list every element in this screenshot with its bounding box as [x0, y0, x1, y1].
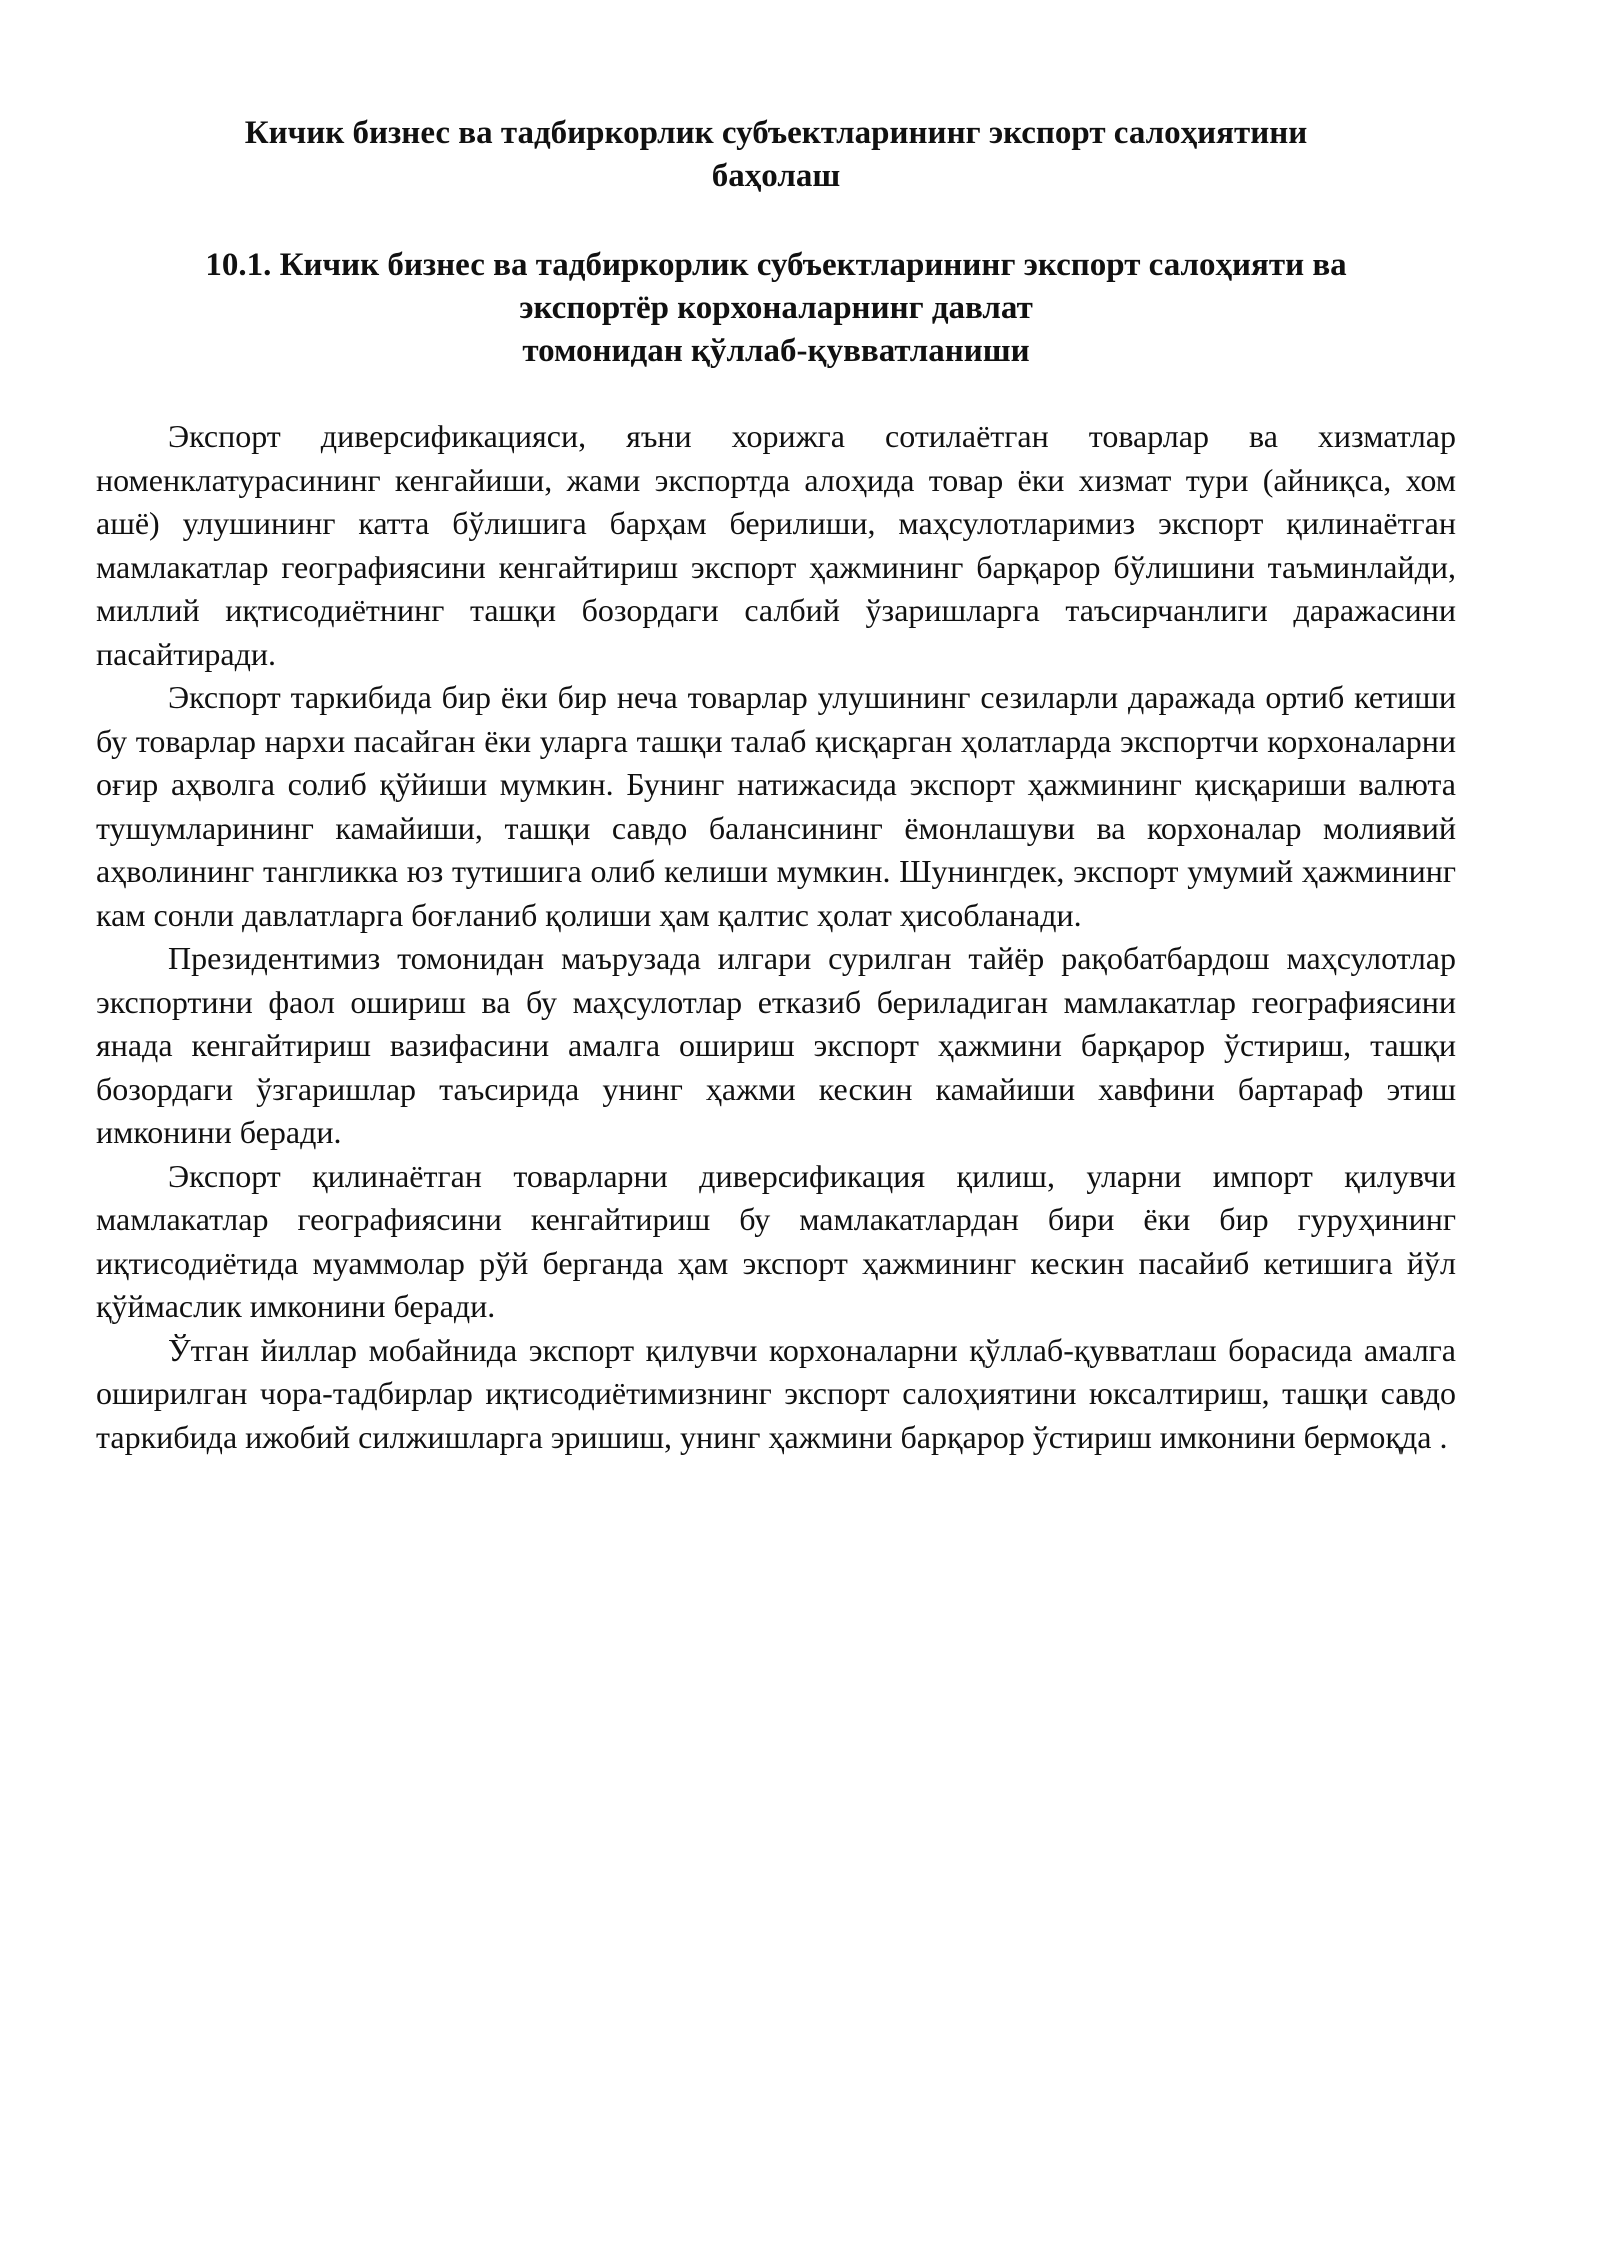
- paragraph-3: Президентимиз томонидан маърузада илгари сурилган тайёр рақобатбардош маҳсулотлар экспортини фаол ошириш ва бу маҳсулотлар етказиб бериладиган мамлакатлар географиясини янада кенгайтириш вазифасини амалга ошириш экспорт ҳажмини барқарор ўстириш, ташқи бозордаги ўзгаришлар таъсирида унинг ҳажми кескин камайиши хавфини бартараф этиш имконини беради.: [96, 940, 1456, 1150]
- section-heading-line-3: томонидан қўллаб-қувватланиши: [522, 333, 1030, 369]
- document-page: [96, 112, 1456, 1459]
- paragraph-4: Экспорт қилинаётган товарларни диверсификация қилиш, уларни импорт қилувчи мамлакатлар географиясини кенгайтириш бу мамлакатлардан бири ёки бир гуруҳининг иқтисодиётида муаммолар рўй берганда ҳам экспорт ҳажмининг кескин пасайиб кетишига йўл қўймаслик имконини беради.: [96, 1157, 1456, 1324]
- section-heading-line-2: экспортёр корхоналарнинг давлат: [519, 290, 1033, 326]
- paragraph-5: Ўтган йиллар мобайнида экспорт қилувчи корхоналарни қўллаб-қувватлаш борасида амалга оширилган чора-тадбирлар иқтисодиётимизнинг экспорт салоҳиятини юксалтириш, ташқи савдо таркибида ижобий силжишларга эришиш, унинг ҳажмини барқарор ўстириш имконини бермоқда .: [96, 1331, 1456, 1455]
- section-heading-line-1: 10.1. Кичик бизнес ва тадбиркорлик субъектларининг экспорт салоҳияти ва: [205, 247, 1347, 283]
- paragraph-1: Экспорт диверсификацияси, яъни хорижга сотилаётган товарлар ва хизматлар номенклатурасининг кенгайиши, жами экспортда алоҳида товар ёки хизмат тури (айниқса, хом ашё) улушининг катта бўлишига барҳам берилиши, маҳсулотларимиз экспорт қилинаётган мамлакатлар географиясини кенгайтириш экспорт ҳажмининг барқарор бўлишини таъминлайди, миллий иқтисодиётнинг ташқи бозордаги салбий ўзаришларга таъсирчанлиги даражасини пасайтиради.: [96, 418, 1456, 672]
- document-title: Кичик бизнес ва тадбиркорлик субъектларининг экспорт салоҳиятини баҳолаш: [244, 115, 1308, 194]
- section-heading: [96, 244, 1456, 373]
- paragraph-2: Экспорт таркибида бир ёки бир неча товарлар улушининг сезиларли даражада ортиб кетиши бу товарлар нархи пасайган ёки уларга ташқи талаб қисқарган ҳолатларда экспортчи корхоналарни оғир аҳволга солиб қўйиши мумкин. Бунинг натижасида экспорт ҳажмининг қисқариши валюта тушумларининг камайиши, ташқи савдо балансининг ёмонлашуви ва корхоналар молиявий аҳволининг тангликка юз тутишига олиб келиши мумкин. Шунингдек, экспорт умумий ҳажмининг кам сонли давлатларга боғланиб қолиши ҳам қалтис ҳолат ҳисобланади.: [96, 679, 1456, 933]
- body-text: [96, 415, 1456, 1459]
